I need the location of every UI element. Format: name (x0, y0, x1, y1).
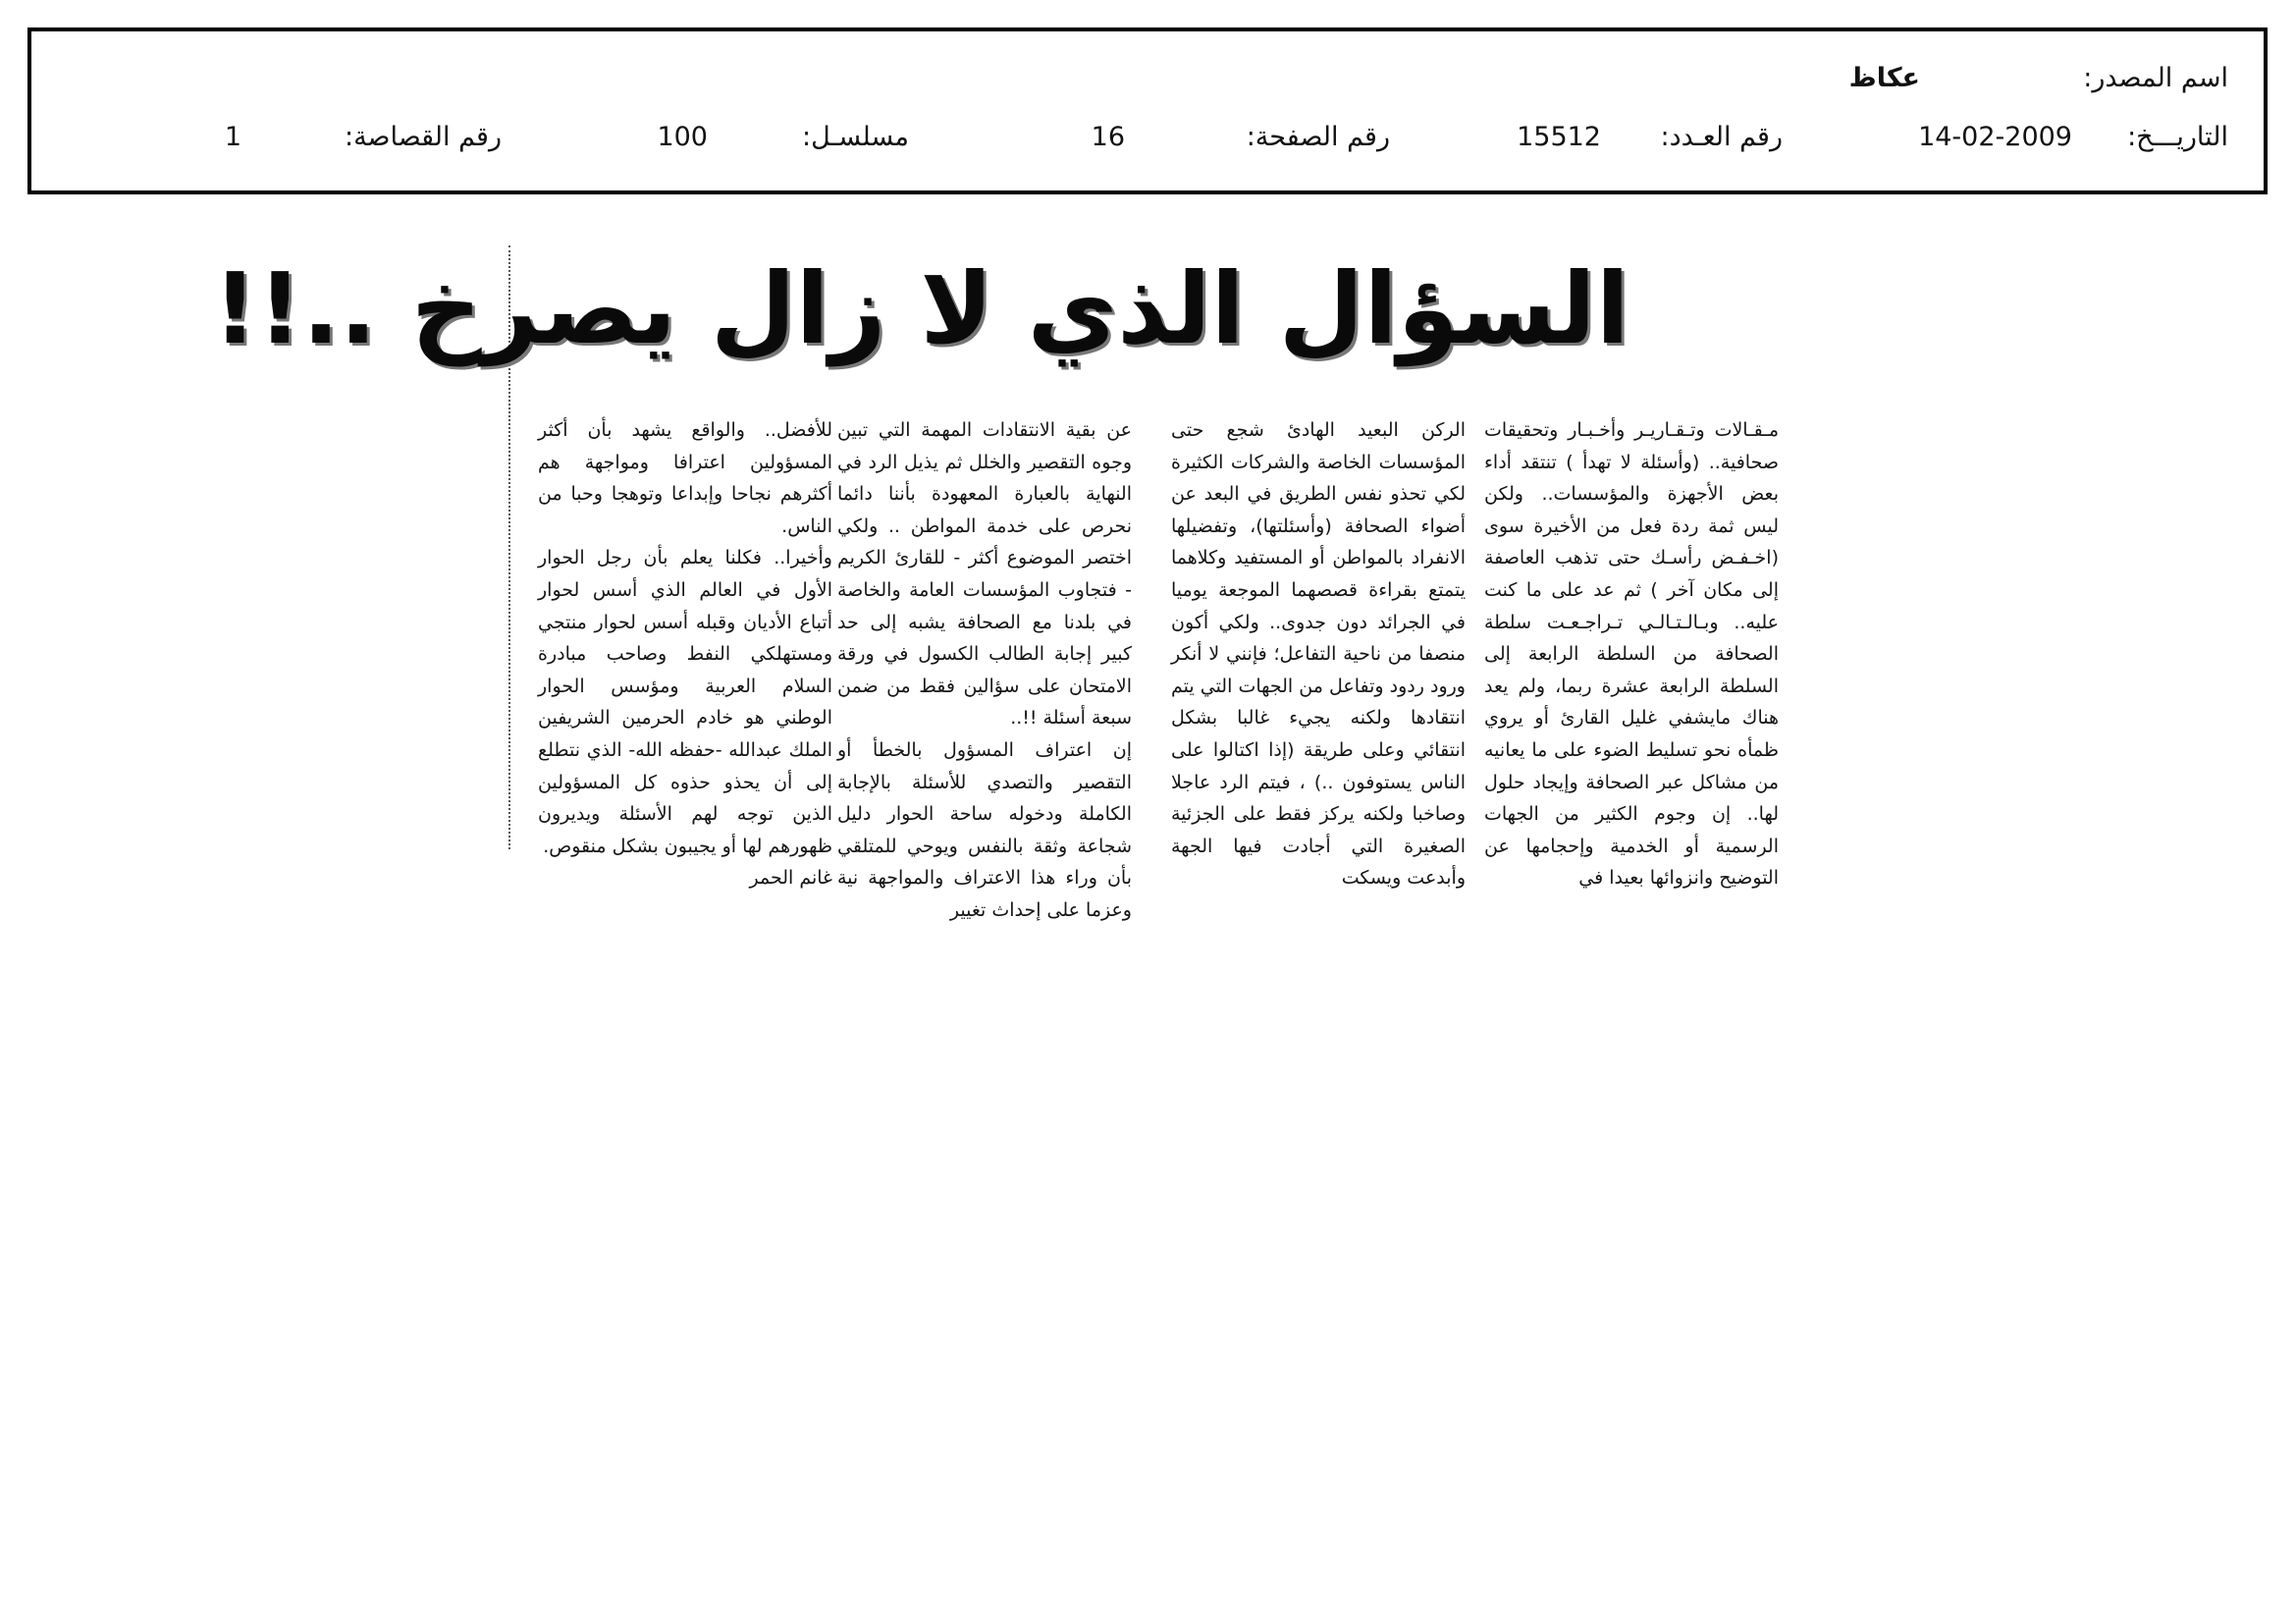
source-value: عكاظ (1848, 63, 1920, 93)
clip-value: 1 (224, 122, 241, 152)
article-column-3 (837, 414, 1132, 1102)
issue-value: 15512 (1517, 122, 1601, 152)
clipping-info-box (27, 27, 2268, 194)
paragraph: للأفضل.. والواقع يشهد بأن أكثر المسؤولين اعترافا ومواجهة هم أكثرهم نجاحا وإبداعا وتوهجا وحبا من الناس. (538, 419, 832, 537)
page-label: رقم الصفحة: (1246, 122, 1390, 152)
issue-label: رقم العـدد: (1660, 122, 1783, 152)
paragraph: إن اعتراف المسؤول بالخطأ أو التقصير والتصدي للأسئلة بالإجابة الكاملة ودخوله ساحة الحوار دليل شجاعة وثقة بالنفس ويوحي للمتلقي بأن وراء هذا الاعتراف والمواجهة نية وعزما على إحداث تغيير (837, 738, 1132, 921)
article-headline: السؤال الذي لا زال يصرخ ..!! (212, 251, 1629, 366)
article-column-2 (1171, 414, 1466, 1102)
header-row-source (31, 59, 2264, 98)
article-column-4 (538, 414, 832, 1102)
article-column-1 (1484, 414, 1779, 1102)
paragraph: وأخيرا.. فكلنا يعلم بأن رجل الحوار الأول في العالم الذي أسس لحوار أتباع الأديان وقبله أسس لحوار منتجي ومستهلكي النفط وصاحب مبادرة السلام العربية ومؤسس الحوار الوطني هو خادم الحرمين الشريفين الملك عبدالله -حفظه الله- الذي نتطلع إلى أن يحذو حذوه كل المسؤولين الذين توجه لهم الأسئلة ويديرون ظهورهم لها أو يجيبون بشكل منقوص. (538, 547, 832, 857)
date-label: التاريـــخ: (2127, 122, 2228, 152)
serial-label: مسلسـل: (801, 122, 909, 152)
date-value: 14-02-2009 (1918, 122, 2072, 152)
serial-value: 100 (657, 122, 708, 152)
paragraph: مـقـالات وتـقـاريـر وأخـبـار وتحقيقات صحافية.. (وأسئلة لا تهدأ ) تنتقد أداء بعض الأجهزة والمؤسسات.. ولكن ليس ثمة ردة فعل من الأخيرة سوى (اخـفـض رأسـك حتى تذهب العاصفة إلى مكان آخر ) ثم عد على ما كنت عليه.. وبـالـتـالـي تـراجـعـت سلطة الصحافة من السلطة الرابعة إلى السلطة الرابعة عشرة ربما، ولم يعد هناك مايشفي غليل القارئ أو يروي ظمأه نحو تسليط الضوء على ما يعانيه من مشاكل عبر الصحافة وإيجاد حلول لها.. إن وجوم الكثير من الجهات الرسمية أو الخدمية وإحجامها عن التوضيح وانزوائها بعيدا في (1484, 419, 1779, 890)
paragraph: عن بقية الانتقادات المهمة التي تبين وجوه التقصير والخلل ثم يذيل الرد في النهاية بالعبارة المعهودة بأننا دائما نحرص على خدمة المواطن .. ولكي اختصر الموضوع أكثر - للقارئ الكريم - فتجاوب المؤسسات العامة والخاصة في بلدنا مع الصحافة يشبه إلى حد كبير إجابة الطالب الكسول في ورقة الامتحان على سؤالين فقط من ضمن سبعة أسئلة !!.. (837, 419, 1132, 730)
clip-label: رقم القصاصة: (344, 122, 502, 152)
paragraph: الركن البعيد الهادئ شجع حتى المؤسسات الخاصة والشركات الكثيرة لكي تحذو نفس الطريق في البعد عن أضواء الصحافة (وأسئلتها)، وتفضيلها الانفراد بالمواطن أو المستفيد وكلاهما يتمتع بقراءة قصصهما الموجعة يوميا في الجرائد دون جدوى.. ولكي أكون منصفا من ناحية التفاعل؛ فإنني لا أنكر ورود ردود وتفاعل من الجهات التي يتم انتقادها ولكنه يجيء غالبا بشكل انتقائي وعلى طريقة (إذا اكتالوا على الناس يستوفون ..) ، فيتم الرد عاجلا وصاخبا ولكنه يركز فقط على الجزئية الصغيرة التي أجادت فيها الجهة وأبدعت ويسكت (1171, 419, 1466, 890)
source-label: اسم المصدر: (2083, 63, 2228, 93)
header-row-meta (31, 118, 2264, 157)
author-signature: غانم الحمر (749, 867, 832, 890)
page-value: 16 (1091, 122, 1125, 152)
